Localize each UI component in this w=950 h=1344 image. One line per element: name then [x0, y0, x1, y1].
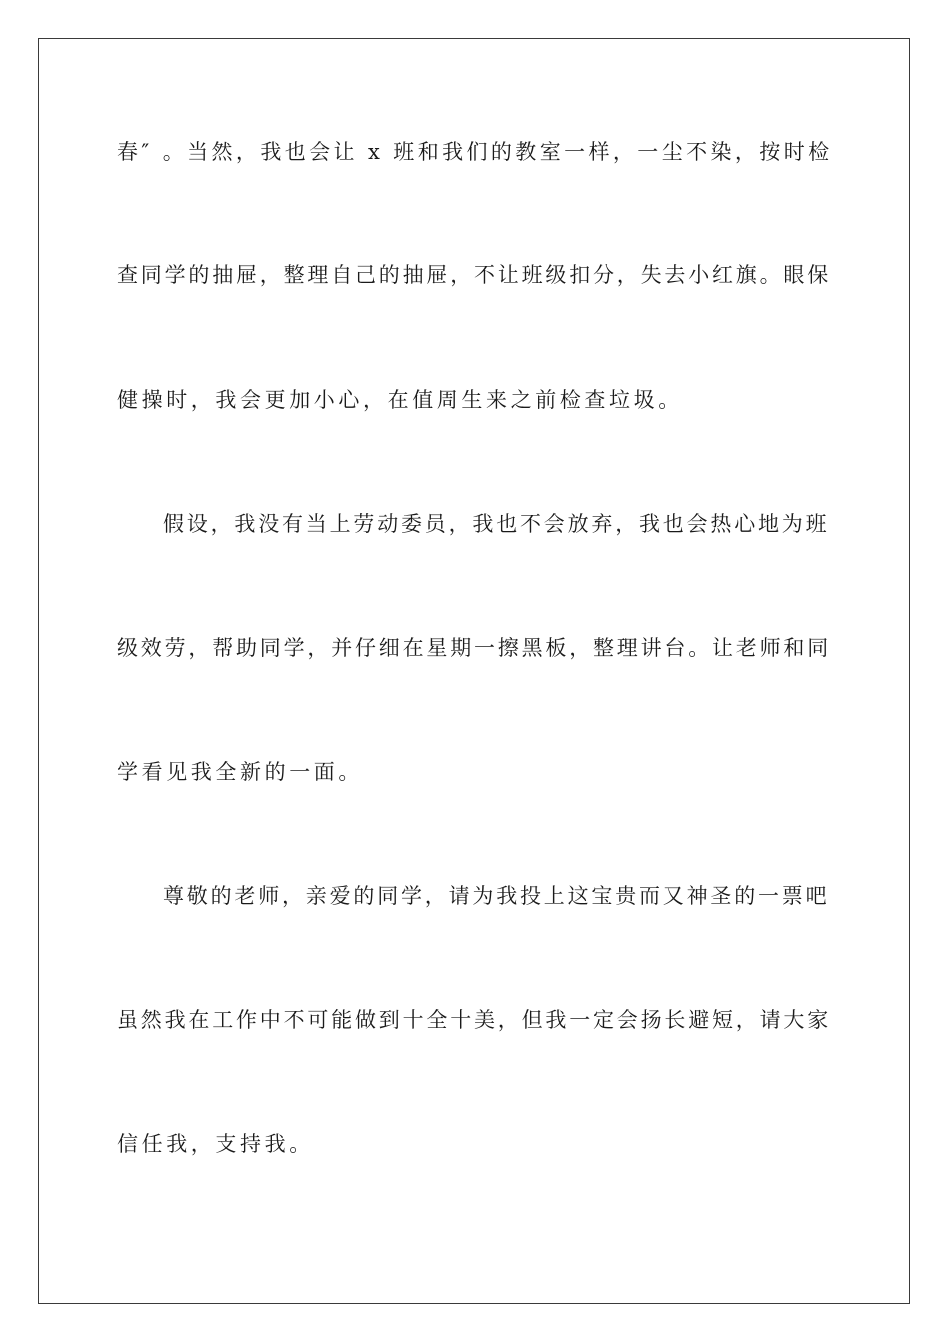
text-line-7: 尊敬的老师，亲爱的同学，请为我投上这宝贵而又神圣的一票吧: [163, 884, 830, 908]
text-line-6: 学看见我全新的一面。: [117, 760, 363, 784]
text-line-9: 信任我，支持我。: [117, 1132, 314, 1156]
text-line-4: 假设，我没有当上劳动委员，我也不会放弃，我也会热心地为班: [163, 512, 830, 536]
page-border: [38, 38, 910, 1304]
text-line-2: 查同学的抽屉，整理自己的抽屉，不让班级扣分，失去小红旗。眼保: [117, 263, 831, 287]
text-line-5: 级效劳，帮助同学，并仔细在星期一擦黑板，整理讲台。让老师和同: [117, 636, 831, 660]
text-line-1: 春″ 。当然，我也会让 x 班和我们的教室一样，一尘不染，按时检: [117, 140, 833, 164]
text-line-3: 健操时，我会更加小心，在值周生来之前检查垃圾。: [117, 388, 683, 412]
text-line-8: 虽然我在工作中不可能做到十全十美，但我一定会扬长避短，请大家: [117, 1008, 831, 1032]
